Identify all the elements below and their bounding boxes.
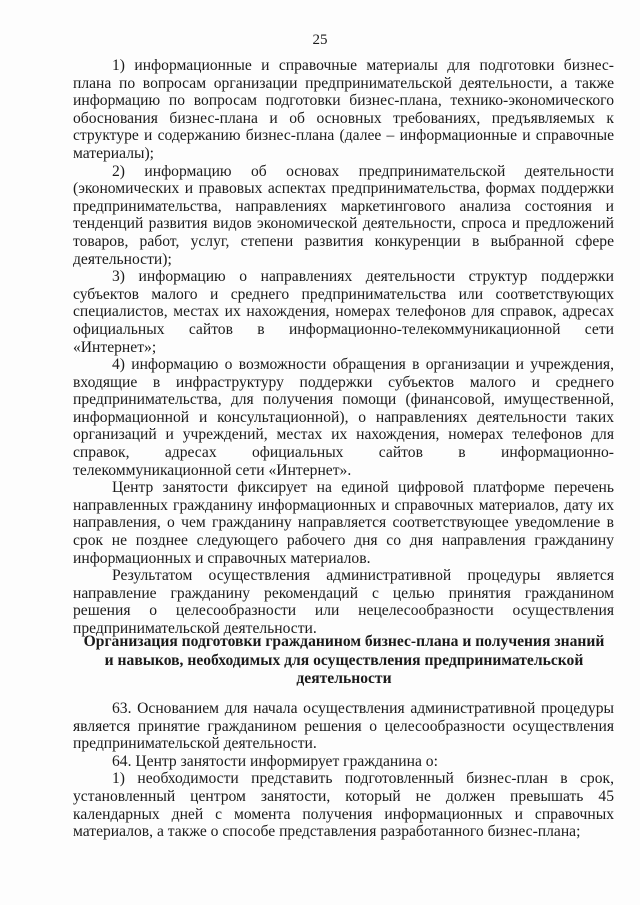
page-number: 25 bbox=[312, 32, 328, 48]
body-text-top bbox=[73, 57, 614, 638]
section-heading: Организация подготовки гражданином бизнес-плана и получения знаний и навыков, необходимых для осуществления предпринимательской деятельности bbox=[83, 633, 605, 688]
paragraph-item-4: 4) информацию о возможности обращения в организации и учреждения, входящие в инфраструктуру поддержки субъектов малого и среднего предпринимательства, для получения помощи (финансовой, имущественной, информационной и консультационной), о направлениях деятельности таких организаций и учреждений, местах их нахождения, номерах телефонов для справок, адресах официальных сайтов в информационно-телекоммуникационной сети «Интернет». bbox=[73, 356, 614, 479]
paragraph-employment-center: Центр занятости фиксирует на единой цифровой платформе перечень направленных гражданину информационных и справочных материалов, дату их направления, о чем гражданину направляется соответствующее уведомление в срок не позднее следующего рабочего дня со дня направления гражданину информационных и справочных материалов. bbox=[73, 479, 614, 567]
body-text-bottom bbox=[73, 700, 614, 841]
paragraph-64-item-1: 1) необходимости представить подготовленный бизнес-план в срок, установленный центром занятости, который не должен превышать 45 календарных дней с момента получения информационных и справочных материалов, а также о способе представления разработанного бизнес-плана; bbox=[73, 770, 614, 841]
paragraph-result: Результатом осуществления административной процедуры является направление гражданину рекомендаций с целью принятия гражданином решения о целесообразности или нецелесообразности осуществления предпринимательской деятельности. bbox=[73, 567, 614, 637]
paragraph-64: 64. Центр занятости информирует гражданина о: bbox=[112, 752, 438, 770]
paragraph-item-2: 2) информацию об основах предпринимательской деятельности (экономических и правовых аспектах предпринимательства, формах поддержки предпринимательства, направлениях маркетингового анализа состояния и тенденций развития видов экономической деятельности, спроса и предложений товаров, работ, услуг, степени развития конкуренции в выбранной сфере деятельности); bbox=[73, 162, 614, 268]
paragraph-item-3: 3) информацию о направлениях деятельности структур поддержки субъектов малого и среднего предпринимательства или соответствующих специалистов, местах их нахождения, номерах телефонов для справок, адресах официальных сайтов в информационно-телекоммуникационной сети «Интернет»; bbox=[73, 268, 614, 356]
paragraph-item-1: 1) информационные и справочные материалы для подготовки бизнес-плана по вопросам организации предпринимательской деятельности, а также информацию по вопросам подготовки бизнес-плана, технико-экономического обоснования бизнес-плана и об основных требованиях, предъявляемых к структуре и содержанию бизнес-плана (далее – информационные и справочные материалы); bbox=[73, 57, 614, 162]
paragraph-63: 63. Основанием для начала осуществления административной процедуры является принятие гражданином решения о целесообразности осуществления предпринимательской деятельности. bbox=[73, 700, 614, 753]
